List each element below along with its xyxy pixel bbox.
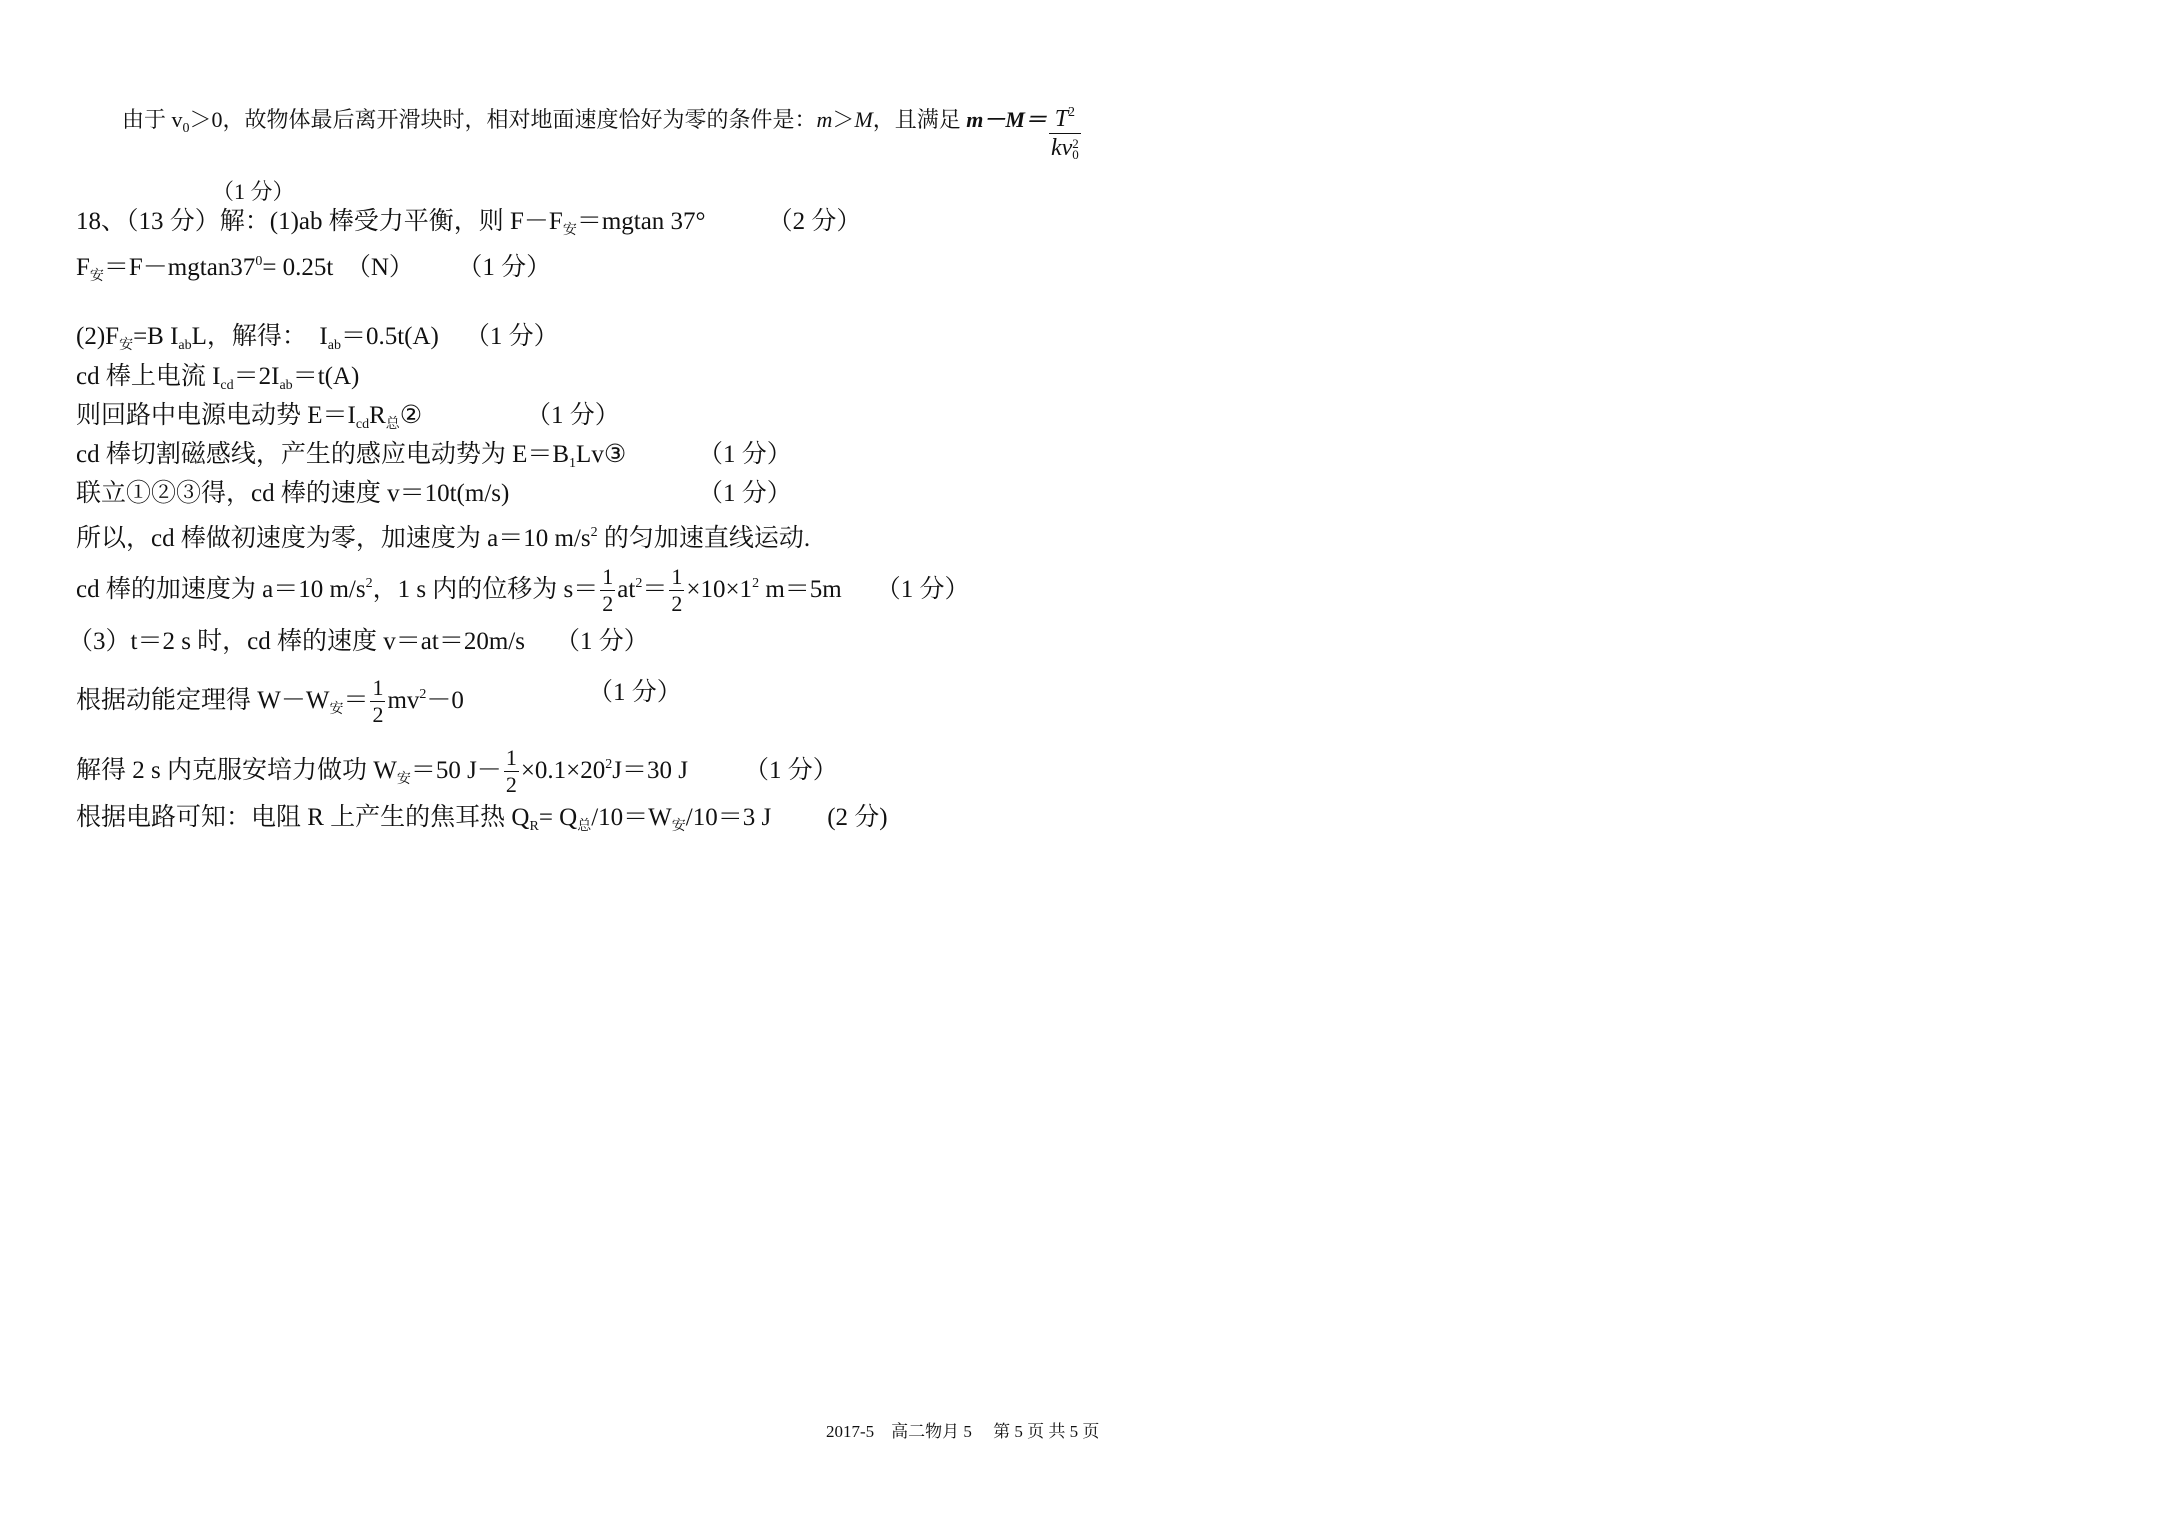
- superscript: 2: [1068, 105, 1076, 120]
- text: ＝0.5t(A): [340, 323, 439, 350]
- text: 联立①②③得，cd 棒的速度 v＝10t(m/s): [76, 480, 510, 507]
- text: 由于 v: [122, 107, 183, 132]
- fraction: [370, 677, 385, 726]
- text: T: [1054, 106, 1069, 132]
- text: mv: [387, 687, 420, 714]
- text: (2)F: [76, 323, 120, 350]
- fraction: [1049, 106, 1081, 161]
- text: 所以，cd 棒做初速度为零，加速度为 a＝10 m/s: [76, 525, 591, 552]
- solution-line: [76, 517, 810, 555]
- denominator: 2: [372, 702, 384, 727]
- numerator: 1: [372, 675, 384, 700]
- numerator: [1049, 106, 1081, 134]
- text: ＝F－mgtan37: [103, 254, 256, 281]
- condition-line: [122, 104, 1083, 161]
- subscript: ab: [178, 338, 192, 353]
- text: cd 棒的加速度为 a＝10 m/s: [76, 576, 366, 603]
- text: ×0.1×20: [520, 757, 606, 784]
- denominator: 2: [602, 591, 614, 616]
- text: 的匀加速直线运动.: [597, 525, 811, 552]
- superscript: 2: [365, 576, 373, 591]
- text: ＝50 J－: [410, 757, 502, 784]
- numerator: 1: [602, 564, 614, 589]
- score-line: [212, 176, 295, 208]
- text: 18、（13 分）解：(1)ab 棒受力平衡，则 F－F: [76, 208, 563, 235]
- solution-line: [76, 361, 359, 402]
- score-line: [526, 400, 620, 432]
- text: 解得 2 s 内克服安培力做功 W: [76, 757, 397, 784]
- text: ，1 s 内的位移为 s＝: [372, 576, 599, 603]
- text: ＞0，故物体最后离开滑块时，相对地面速度恰好为零的条件是：: [189, 107, 817, 132]
- var-m: m: [816, 107, 833, 132]
- solution-line: [68, 626, 649, 658]
- score: （1 分）: [554, 628, 649, 655]
- numerator: 1: [671, 564, 683, 589]
- text: 根据电路可知：电阻 R 上产生的焦耳热 Q: [76, 804, 530, 831]
- text: ＞: [832, 107, 855, 132]
- subscript: 总: [577, 819, 592, 834]
- text: 则回路中电源电动势 E＝I: [76, 402, 356, 429]
- text: －0: [426, 687, 464, 714]
- denominator: [1049, 134, 1081, 161]
- text: ＝2I: [233, 363, 280, 390]
- score: （1 分）: [698, 480, 792, 507]
- score-line: [698, 478, 792, 510]
- text: ×10×1: [686, 576, 753, 603]
- solution-line: [76, 321, 559, 362]
- text: cd 棒上电流 I: [76, 363, 221, 390]
- subscript: 总: [385, 417, 400, 432]
- denominator: 2: [671, 591, 683, 616]
- subscript: 安: [119, 338, 134, 353]
- text: J＝30 J: [612, 757, 688, 784]
- score: (2 分): [827, 804, 888, 831]
- text: m＝5m: [759, 576, 842, 603]
- score-line: [588, 677, 682, 709]
- subscript: R: [529, 819, 539, 834]
- text: = 0.25t （N）: [262, 254, 414, 281]
- text: /10＝3 J: [685, 804, 772, 831]
- denominator: 2: [505, 772, 517, 797]
- subscript: cd: [355, 417, 370, 432]
- score: （1 分）: [588, 679, 682, 706]
- var-M: M: [854, 107, 873, 132]
- score: （2 分）: [767, 208, 862, 235]
- text: ＝: [343, 687, 369, 714]
- subscript: 安: [89, 269, 104, 284]
- text: ，且满足: [872, 107, 961, 132]
- score-line: [698, 439, 792, 471]
- subscript: 1: [569, 456, 577, 471]
- score: （1 分）: [212, 179, 295, 204]
- page-footer: 2017-5 高二物月 5 第 5 页 共 5 页: [826, 1422, 1100, 1441]
- score: （1 分）: [469, 254, 552, 281]
- fraction: [669, 566, 684, 615]
- score: （1 分）: [526, 402, 620, 429]
- subscript: 0: [182, 121, 190, 136]
- solution-line: [76, 747, 838, 796]
- score: （1 分）: [698, 441, 792, 468]
- superscript: 2: [590, 525, 598, 540]
- solution-line: [76, 400, 422, 441]
- text: = Q: [538, 804, 578, 831]
- subscript: 安: [671, 819, 686, 834]
- text: at: [617, 576, 636, 603]
- solution-line: [76, 802, 888, 843]
- superscript: 2: [419, 687, 427, 702]
- text: ＝mgtan 37°: [576, 208, 706, 235]
- text: ②: [399, 402, 423, 429]
- subscript: ab: [279, 378, 293, 393]
- superscript: 2: [752, 576, 760, 591]
- solution-line: [76, 246, 551, 293]
- equation-lhs: m－M＝: [966, 107, 1047, 132]
- solution-line: [76, 478, 509, 510]
- subscript: 安: [562, 223, 577, 238]
- text: 根据动能定理得 W－W: [76, 687, 330, 714]
- subscript: 安: [396, 772, 411, 787]
- score: （1 分）: [875, 576, 970, 603]
- text: ＝t(A): [292, 363, 360, 390]
- solution-line: [76, 439, 626, 480]
- solution-line: [76, 677, 464, 726]
- score: （1 分）: [464, 323, 559, 350]
- score: （1 分）: [743, 757, 838, 784]
- subscript: 安: [329, 702, 344, 717]
- numerator: 1: [505, 745, 517, 770]
- text: /10＝W: [591, 804, 672, 831]
- text: Lv③: [576, 441, 627, 468]
- text: =B I: [133, 323, 179, 350]
- fraction: [504, 747, 519, 796]
- text: R: [369, 402, 386, 429]
- superscript: 2: [605, 757, 613, 772]
- solution-line: [76, 206, 861, 247]
- fraction: [600, 566, 615, 615]
- superscript: 0: [255, 254, 263, 269]
- text: ＝: [642, 576, 668, 603]
- subscript: 0: [1072, 147, 1079, 163]
- superscript: 2: [635, 576, 643, 591]
- text: cd 棒切割磁感线，产生的感应电动势为 E＝B: [76, 441, 570, 468]
- subscript: ab: [327, 338, 341, 353]
- solution-line: [76, 566, 969, 615]
- text: kv: [1050, 135, 1073, 161]
- text: F: [76, 254, 90, 281]
- text: （3）t＝2 s 时，cd 棒的速度 v＝at＝20m/s: [68, 628, 525, 655]
- subscript: cd: [220, 378, 234, 393]
- superscript: 2: [1072, 135, 1079, 151]
- text: L，解得： I: [191, 323, 328, 350]
